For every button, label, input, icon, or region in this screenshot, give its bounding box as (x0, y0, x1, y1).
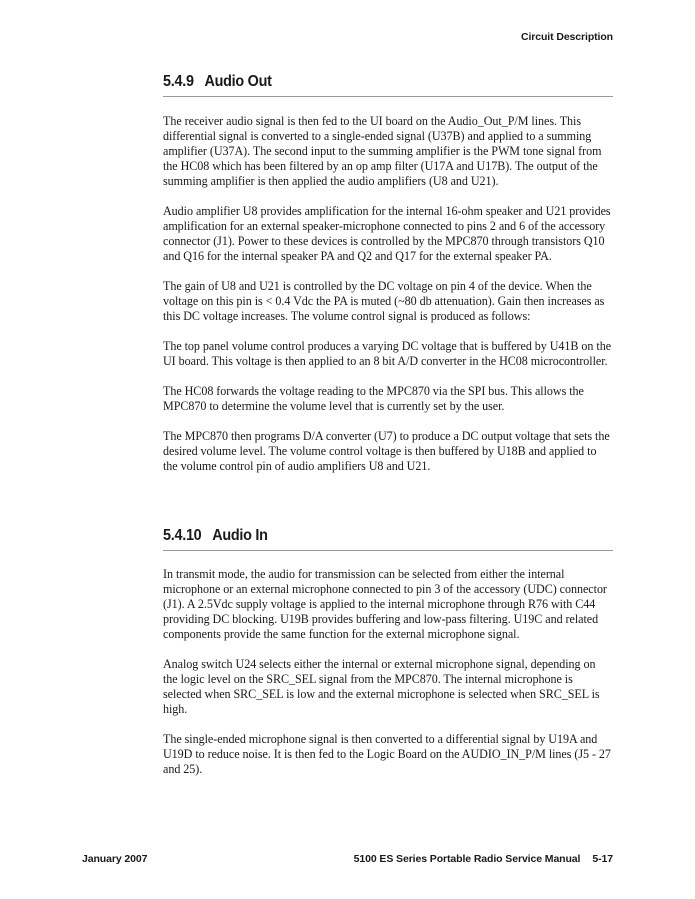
paragraph: Analog switch U24 selects either the internal or external microphone signal, depending on the logic level on the SRC_SEL signal from the MPC870. The internal microphone is selected when SRC_SEL is low and the external microphone is selected when SRC_SEL is high. (163, 657, 600, 716)
section-audio-out (163, 73, 613, 489)
page-footer (82, 853, 613, 865)
section-title: Audio In (212, 527, 268, 544)
running-header: Circuit Description (520, 31, 613, 43)
footer-date: January 2007 (82, 853, 148, 865)
section-title: Audio Out (204, 73, 272, 90)
paragraph: The MPC870 then programs D/A converter (U7) to produce a DC output voltage that sets the desired volume level. The volume control voltage is then buffered by U18B and applied to the volume control pin of audio amplifiers U8 and U21. (163, 429, 610, 473)
paragraph: Audio amplifier U8 provides amplification for the internal 16-ohm speaker and U21 provides amplification for an external speaker-microphone connected to pins 2 and 6 of the accessory connector (J1). Power to these devices is controlled by the MPC870 through transistors Q10 and Q16 for the internal speaker PA and Q2 and Q17 for the external speaker PA. (163, 204, 611, 263)
paragraph: The top panel volume control produces a varying DC voltage that is buffered by U41B on the UI board. This voltage is then applied to an 8 bit A/D converter in the HC08 microcontroller. (163, 339, 612, 368)
section-number: 5.4.9 (163, 73, 194, 90)
section-number: 5.4.10 (163, 527, 202, 544)
section-heading (163, 73, 613, 97)
footer-manual-title: 5100 ES Series Portable Radio Service Manual (353, 853, 581, 865)
paragraph: The receiver audio signal is then fed to the UI board on the Audio_Out_P/M lines. This differential signal is converted to a single-ended signal (U37B) and applied to a summing amplifier (U37A). The second input to the summing amplifier is the PWM tone signal from the HC08 which has been filtered by an op amp filter (U17A and U17B). The output of the summing amplifier is then applied the audio amplifiers (U8 and U21). (163, 114, 602, 188)
page-number: 5-17 (592, 853, 613, 865)
section-heading (163, 527, 613, 551)
section-audio-in (163, 527, 613, 792)
paragraph: In transmit mode, the audio for transmission can be selected from either the internal microphone or an external microphone connected to pin 3 of the accessory (UDC) connector (J1). A 2.5Vdc supply voltage is applied to the internal microphone through R76 with C44 providing DC blocking. U19B provides buffering and low-pass filtering. U19C and related components provide the same function for the external microphone signal. (163, 567, 607, 641)
paragraph: The HC08 forwards the voltage reading to the MPC870 via the SPI bus. This allows the MPC870 to determine the volume level that is currently set by the user. (163, 384, 584, 413)
paragraph: The gain of U8 and U21 is controlled by the DC voltage on pin 4 of the device. When the voltage on this pin is < 0.4 Vdc the PA is muted (~80 db attenuation). Gain then increases as this DC voltage increases. The volume control signal is produced as follows: (163, 279, 605, 323)
footer-right (354, 853, 613, 865)
paragraph: The single-ended microphone signal is then converted to a differential signal by U19A and U19D to reduce noise. It is then fed to the Logic Board on the AUDIO_IN_P/M lines (J5 - 27 and 25). (163, 732, 611, 776)
